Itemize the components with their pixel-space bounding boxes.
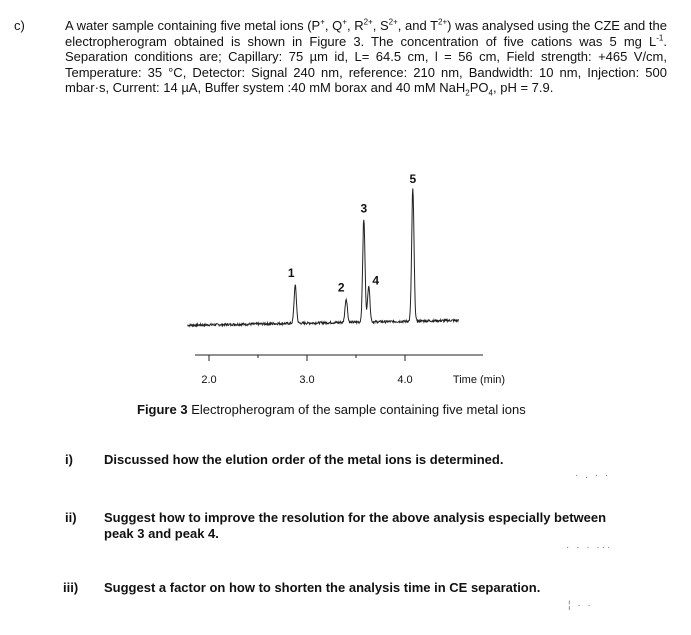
peak-label-5: 5 (409, 171, 417, 186)
peak-label-2: 2 (337, 280, 345, 295)
conditions-text: . Separation conditions are; Capillary: 75 µm id, L= 64.5 cm, l = 56 cm, Field strength: +465 V/cm, Temperature: 35 °C, Detector: Signal 240 nm, reference: 210 nm, Bandwidth: 10 nm, Injection: 500 mbar·s, Current: 14 µA, Buffer system :40 mM borax and 40 mM NaH (65, 33, 667, 95)
question-label: c) (14, 18, 25, 33)
x-tick-label-0: 2.0 (201, 374, 217, 386)
question-1 (104, 452, 664, 468)
question-1-text: Discussed how the elution order of the metal ions is determined. (104, 452, 504, 467)
faint-mark: ¦ · · (568, 600, 593, 611)
question-2-number: ii) (65, 510, 77, 525)
x-tick-label-2: 4.0 (397, 374, 413, 386)
question-2-text: Suggest how to improve the resolution for the above analysis especially between peak 3 and peak 4. (104, 510, 607, 541)
question-3-text: Suggest a factor on how to shorten the analysis time in CE separation. (104, 580, 541, 595)
ion-r: $R^{2+}$, (354, 17, 380, 33)
conditions-text-b: PO (469, 80, 489, 95)
x-axis-label: Time (min) (452, 374, 506, 386)
unit-exponent: -1 (656, 33, 664, 43)
subscript-2: 2 (465, 88, 470, 98)
subscript-4: 4 (488, 88, 493, 98)
peak-label-1: 1 (287, 266, 295, 281)
question-2 (104, 510, 634, 541)
ion-t: $T^{2+}$ (430, 17, 448, 33)
faint-mark: · · · ··· (566, 542, 613, 553)
figure-caption (137, 402, 526, 417)
peak-label-3: 3 (360, 201, 368, 216)
ion-s: $S^{2+}$, and (379, 17, 431, 33)
question-3 (104, 580, 624, 596)
intro-text-start: A water sample containing five metal ions ( (65, 18, 312, 33)
x-tick-label-1: 3.0 (299, 374, 315, 386)
ion-p: P+, (311, 17, 333, 33)
faint-mark: · . · · (575, 470, 611, 481)
ion-q: Q+, (332, 17, 355, 33)
peak-label-4: 4 (372, 273, 380, 288)
figure-caption-text: Electropherogram of the sample containing five metal ions (187, 402, 526, 417)
signal-trace (187, 188, 458, 326)
figure-label: Figure 3 (137, 402, 188, 417)
intro-text-mid: ) was analysed using the CZE and the electropherogram obtained is shown in Figure 3. The concentration of five cations was 5 mg L (65, 18, 667, 49)
conditions-text-c: , pH = 7.9. (492, 80, 554, 95)
question-1-number: i) (65, 452, 73, 467)
question-3-number: iii) (63, 580, 79, 595)
